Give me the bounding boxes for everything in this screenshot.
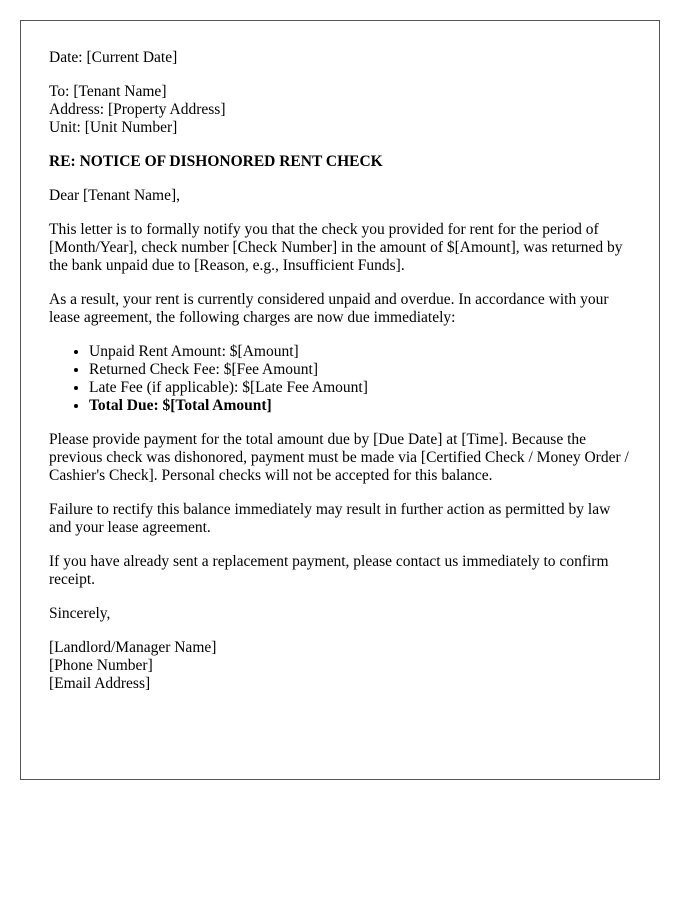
paragraph-charges-intro: As a result, your rent is currently considered unpaid and overdue. In accordance with your lease agreement, the following charges are now due immediately: [49,291,609,326]
signature-block [49,639,635,693]
recipient-block [49,83,635,137]
paragraph-replacement-payment: If you have already sent a replacement payment, please contact us immediately to confirm receipt. [49,553,609,588]
recipient-address: Address: [Property Address] [49,101,226,118]
paragraph-consequences: Failure to rectify this balance immediately may result in further action as permitted by law and your lease agreement. [49,501,611,536]
subject-line: RE: NOTICE OF DISHONORED RENT CHECK [49,153,383,170]
charges-list [49,343,635,415]
charge-late-fee: • Late Fee (if applicable): $[Late Fee Amount] [89,379,635,397]
letter-page [20,20,660,780]
paragraph-notice: This letter is to formally notify you that the check you provided for rent for the period of [Month/Year], check number [Check Number] in the amount of $[Amount], was returned by the bank unpaid due to [Reason, e.g., Insufficient Funds]. [49,221,623,274]
signature-email: [Email Address] [49,675,151,692]
salutation: Dear [Tenant Name], [49,187,181,204]
recipient-to: To: [Tenant Name] [49,83,167,100]
signature-phone: [Phone Number] [49,657,153,674]
closing: Sincerely, [49,605,111,622]
date-line: Date: [Current Date] [49,49,178,66]
signature-name: [Landlord/Manager Name] [49,639,217,656]
charge-total-due: • Total Due: $[Total Amount] [89,397,635,415]
paragraph-payment-instructions: Please provide payment for the total amount due by [Due Date] at [Time]. Because the previous check was dishonored, payment must be made via [Certified Check / Money Order / Cashier's Check]. Personal checks will not be accepted for this balance. [49,431,629,484]
charge-returned-check-fee: • Returned Check Fee: $[Fee Amount] [89,361,635,379]
letter-body [49,49,635,709]
recipient-unit: Unit: [Unit Number] [49,119,178,136]
charge-unpaid-rent: • Unpaid Rent Amount: $[Amount] [89,343,635,361]
